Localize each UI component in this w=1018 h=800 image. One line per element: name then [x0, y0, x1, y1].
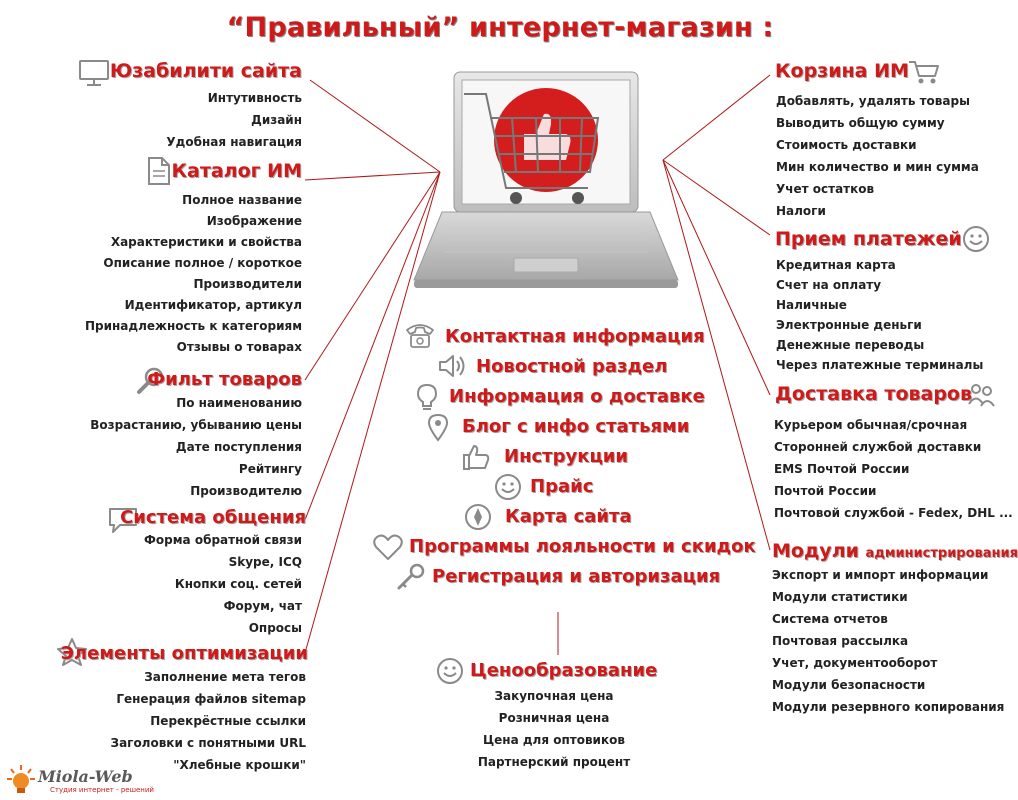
- center-item-instructions: Инструкции: [504, 446, 629, 467]
- section-header-pricing: Ценообразование: [470, 660, 658, 681]
- section-header-payments: Прием платежей: [775, 228, 962, 250]
- cart-icon: [907, 58, 941, 86]
- list-item: Кнопки соц. сетей: [174, 577, 302, 591]
- list-item: Система отчетов: [772, 612, 888, 626]
- phone-icon: [404, 320, 436, 350]
- section-header-filter: Фильт товаров: [147, 369, 302, 390]
- list-item: Модули резервного копирования: [772, 700, 1005, 714]
- list-item: Удобная навигация: [166, 135, 302, 149]
- list-item: Стоимость доставки: [776, 138, 917, 152]
- list-item: Выводить общую сумму: [776, 116, 945, 130]
- list-item: Перекрёстные ссылки: [150, 714, 306, 728]
- lightbulb-icon: [414, 382, 440, 412]
- list-item: Изображение: [206, 214, 302, 228]
- center-item-delivery-info: Информация о доставке: [449, 386, 705, 407]
- list-item: Полное название: [182, 193, 302, 207]
- section-header-usability: Юзабилити сайта: [109, 60, 302, 82]
- list-item: Заголовки с понятными URL: [110, 736, 306, 750]
- list-item: Отзывы о товарах: [176, 340, 302, 354]
- heart-icon: [372, 532, 404, 562]
- center-item-contacts: Контактная информация: [445, 326, 705, 347]
- list-item: Электронные деньги: [776, 318, 922, 332]
- list-item: Почтовой службой - Fedex, DHL ...: [774, 506, 1013, 520]
- list-item: Модули статистики: [772, 590, 908, 604]
- list-item: Кредитная карта: [776, 258, 896, 272]
- section-header-modules: [772, 540, 1018, 562]
- list-item: Skype, ICQ: [228, 555, 302, 569]
- people-icon: [966, 380, 996, 410]
- list-item: Учет, документооборот: [772, 656, 938, 670]
- key-icon: [395, 562, 427, 592]
- list-item: Дизайн: [251, 113, 302, 127]
- section-header-optimization: Элементы оптимизации: [60, 643, 308, 664]
- list-item: Генерация файлов sitemap: [116, 692, 306, 706]
- list-item: Курьером обычная/срочная: [774, 418, 968, 432]
- list-item: Возрастанию, убыванию цены: [90, 418, 302, 432]
- list-item: Опросы: [248, 621, 302, 635]
- center-item-registration: Регистрация и авторизация: [432, 566, 721, 587]
- list-item: Партнерский процент: [477, 755, 631, 769]
- compass-icon: [463, 502, 493, 532]
- speaker-icon: [436, 352, 468, 380]
- modules-header-main: Модули: [772, 540, 859, 562]
- section-header-delivery: Доставка товаров: [775, 383, 973, 405]
- list-item: Рейтингу: [238, 462, 302, 476]
- list-item: Сторонней службой доставки: [774, 440, 982, 454]
- list-item: Через платежные терминалы: [776, 358, 984, 372]
- logo-tagline: Студия интернет - решений: [50, 786, 154, 794]
- list-item: "Хлебные крошки": [173, 758, 306, 772]
- miola-web-logo-icon: [4, 762, 38, 796]
- center-item-sitemap: Карта сайта: [505, 506, 632, 527]
- smiley-icon: [961, 224, 991, 254]
- monitor-icon: [78, 58, 110, 88]
- list-item: Почтовая рассылка: [772, 634, 909, 648]
- list-item: Экспорт и импорт информации: [772, 568, 989, 582]
- list-item: Производителю: [190, 484, 302, 498]
- list-item: Модули безопасности: [772, 678, 926, 692]
- laptop-cart-illustration: [412, 68, 680, 294]
- list-item: Счет на оплату: [776, 278, 882, 292]
- list-item: Закупочная цена: [494, 689, 614, 703]
- list-item: EMS Почтой России: [774, 462, 910, 476]
- list-item: Почтой России: [774, 484, 877, 498]
- list-item: Интутивность: [207, 91, 302, 105]
- list-item: По наименованию: [176, 396, 302, 410]
- page-title: “Правильный” интернет-магазин :: [226, 12, 774, 43]
- map-pin-icon: [426, 412, 450, 442]
- list-item: Дате поступления: [175, 440, 302, 454]
- smiley-icon: [493, 472, 523, 502]
- section-header-communication: Система общения: [120, 507, 306, 528]
- list-item: Характеристики и свойства: [110, 235, 302, 249]
- list-item: Розничная цена: [498, 711, 610, 725]
- list-item: Налоги: [776, 204, 826, 218]
- section-header-cart: Корзина ИМ: [775, 60, 909, 82]
- list-item: Наличные: [776, 298, 847, 312]
- list-item: Мин количество и мин сумма: [776, 160, 979, 174]
- list-item: Цена для оптовиков: [483, 733, 625, 747]
- center-item-price: Прайс: [530, 476, 594, 497]
- thumbs-up-icon: [461, 442, 491, 472]
- section-header-catalog: Каталог ИМ: [171, 160, 302, 182]
- list-item: Денежные переводы: [776, 338, 925, 352]
- smiley-icon: [435, 656, 465, 686]
- modules-header-suffix: администрирования: [865, 546, 1018, 561]
- list-item: Форум, чат: [223, 599, 302, 613]
- center-item-loyalty: Программы лояльности и скидок: [409, 536, 756, 557]
- list-item: Производители: [193, 277, 302, 291]
- list-item: Принадлежность к категориям: [84, 319, 302, 333]
- logo-name: Miola-Web: [38, 767, 133, 786]
- document-icon: [146, 156, 172, 186]
- list-item: Добавлять, удалять товары: [776, 94, 970, 108]
- list-item: Заполнение мета тегов: [144, 670, 306, 684]
- list-item: Идентификатор, артикул: [124, 298, 302, 312]
- list-item: Описание полное / короткое: [103, 256, 302, 270]
- center-item-blog: Блог с инфо статьями: [462, 416, 690, 437]
- list-item: Учет остатков: [776, 182, 875, 196]
- center-item-news: Новостной раздел: [476, 356, 668, 377]
- list-item: Форма обратной связи: [144, 533, 302, 547]
